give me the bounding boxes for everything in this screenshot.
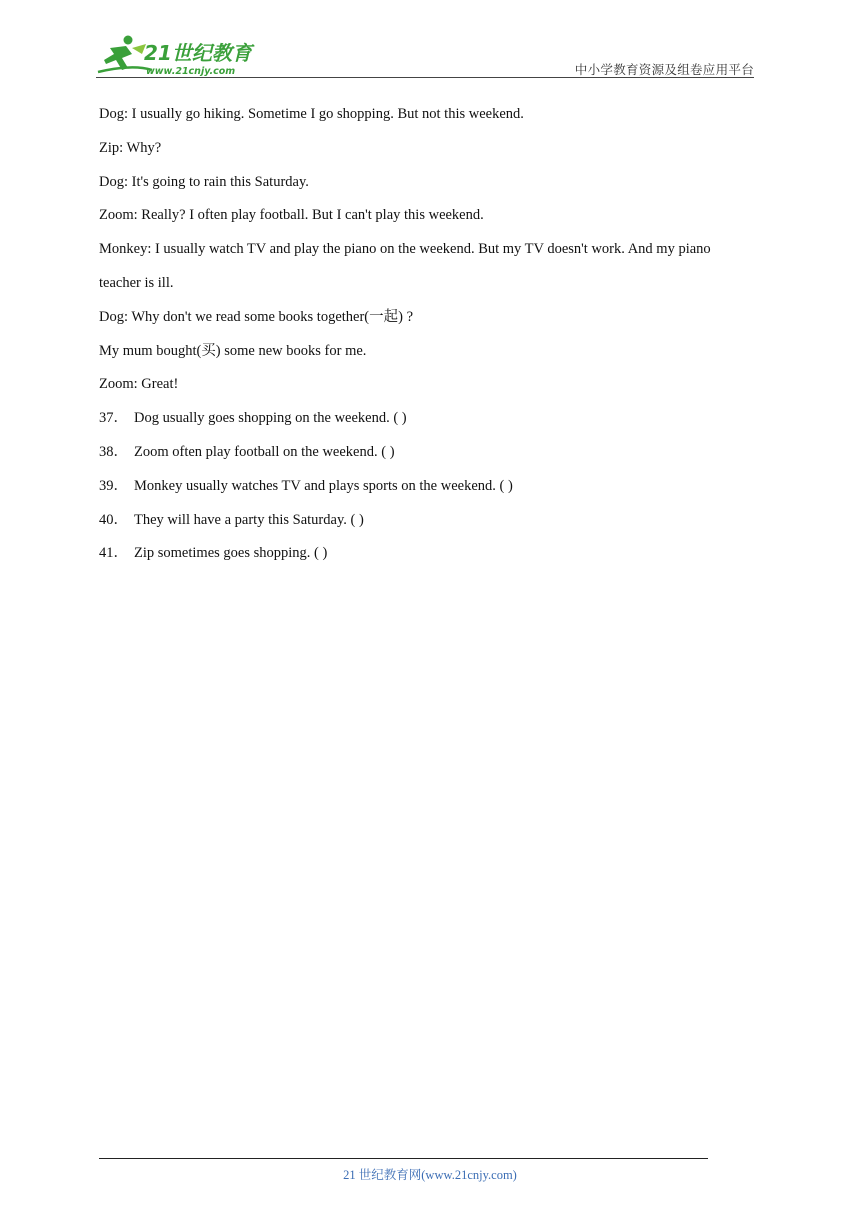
question-number: 41． — [99, 545, 128, 562]
dialogue-line: Dog: It's going to rain this Saturday. — [99, 173, 309, 190]
question-text: Monkey usually watches TV and plays sports on the weekend. ( ) — [134, 477, 513, 494]
question-item — [99, 543, 759, 563]
dialogue-line: Zip: Why? — [99, 139, 162, 156]
question-number: 39． — [99, 477, 128, 494]
logo — [92, 34, 262, 78]
question-number: 37． — [99, 410, 128, 427]
question-number: 38． — [99, 443, 128, 460]
dialogue-line: teacher is ill. — [99, 274, 174, 291]
dialogue-line: My mum bought(买) some new books for me. — [99, 342, 367, 359]
question-text: Zip sometimes goes shopping. ( ) — [134, 545, 328, 562]
dialogue-line: Monkey: I usually watch TV and play the piano on the weekend. But my TV doesn't work. And my piano — [99, 241, 711, 258]
document-body — [99, 104, 759, 577]
page-header — [0, 0, 860, 80]
logo-icon — [92, 34, 262, 78]
footer-divider — [99, 1158, 708, 1159]
question-item — [99, 408, 759, 428]
dialogue-line: Dog: I usually go hiking. Sometime I go shopping. But not this weekend. — [99, 106, 524, 122]
question-text: Zoom often play football on the weekend. ( ) — [134, 443, 395, 460]
question-item — [99, 510, 759, 530]
question-text: Dog usually goes shopping on the weekend. ( ) — [134, 410, 407, 427]
dialogue-line: Dog: Why don't we read some books together(一起) ? — [99, 308, 414, 325]
logo-text: 21世纪教育 — [144, 41, 252, 65]
question-item — [99, 476, 759, 496]
footer-website: 21 世纪教育网(www.21cnjy.com) — [343, 1168, 517, 1182]
logo-url: www.21cnjy.com — [146, 66, 236, 77]
header-platform-title: 中小学教育资源及组卷应用平台 — [574, 62, 754, 77]
question-item — [99, 442, 759, 462]
question-number: 40． — [99, 511, 128, 528]
header-divider — [96, 77, 754, 78]
question-text: They will have a party this Saturday. ( ) — [134, 511, 364, 528]
dialogue-line: Zoom: Really? I often play football. But I can't play this weekend. — [99, 207, 484, 224]
dialogue-line: Zoom: Great! — [99, 376, 179, 393]
